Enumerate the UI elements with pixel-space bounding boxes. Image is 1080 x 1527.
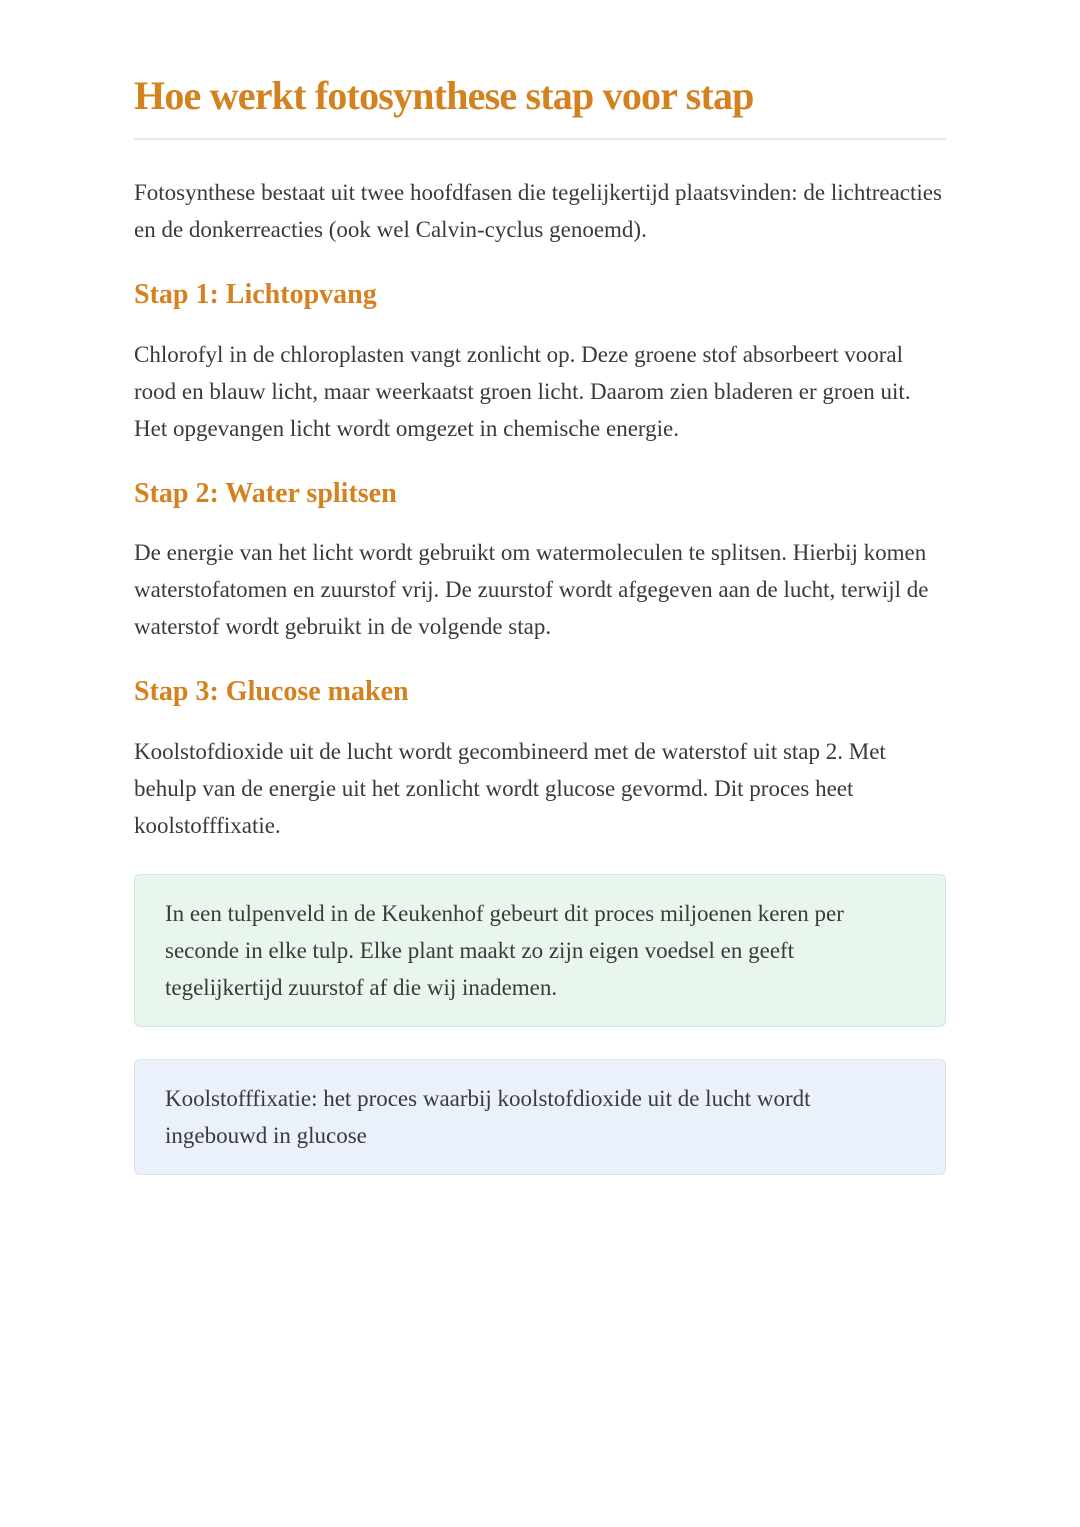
example-callout-text: In een tulpenveld in de Keukenhof gebeurt dit proces miljoenen keren per seconde in elke tulp. Elke plant maakt zo zijn eigen voedsel en geeft tegelijkertijd zuurstof af die wij inademen.: [165, 900, 844, 1000]
definition-callout: [134, 1059, 946, 1175]
page-title: Hoe werkt fotosynthese stap voor stap: [134, 73, 754, 118]
example-callout: [134, 874, 946, 1027]
title-divider: [134, 138, 946, 140]
article-page: [134, 0, 946, 1175]
section-body-step-2: De energie van het licht wordt gebruikt om watermoleculen te splitsen. Hierbij komen waterstofatomen en zuurstof vrij. De zuurstof wordt afgegeven aan de lucht, terwijl de waterstof wordt gebruikt in de volgende stap.: [134, 540, 929, 640]
section-heading-step-2: Stap 2: Water splitsen: [134, 477, 397, 509]
section-heading-step-3: Stap 3: Glucose maken: [134, 676, 409, 708]
definition-callout-text: Koolstofffixatie: het proces waarbij koolstofdioxide uit de lucht wordt ingebouwd in glucose: [165, 1085, 811, 1148]
section-heading-step-1: Stap 1: Lichtopvang: [134, 279, 377, 310]
section-body-step-1: Chlorofyl in de chloroplasten vangt zonlicht op. Deze groene stof absorbeert vooral rood en blauw licht, maar weerkaatst groen licht. Daarom zien bladeren er groen uit. Het opgevangen licht wordt omgezet in chemische energie.: [134, 341, 911, 441]
intro-paragraph: Fotosynthese bestaat uit twee hoofdfasen die tegelijkertijd plaatsvinden: de lichtreacties en de donkerreacties (ook wel Calvin-cyclus genoemd).: [134, 180, 942, 242]
section-body-step-3: Koolstofdioxide uit de lucht wordt gecombineerd met de waterstof uit stap 2. Met behulp van de energie uit het zonlicht wordt glucose gevormd. Dit proces heet koolstofffixatie.: [134, 738, 886, 838]
